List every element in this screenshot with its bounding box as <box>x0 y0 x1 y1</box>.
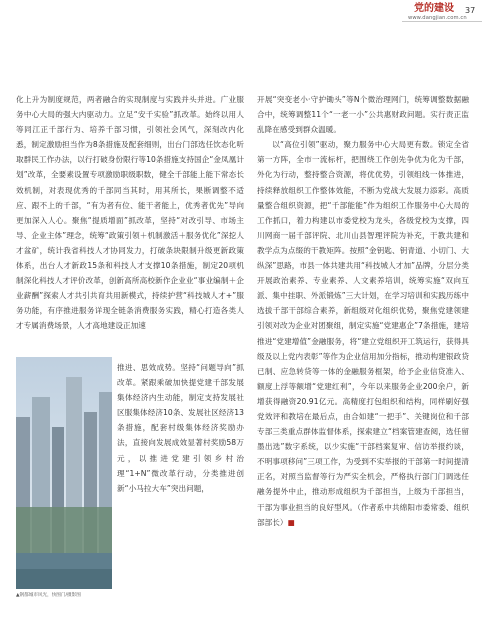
end-mark: ■ <box>287 517 295 527</box>
left-column-top <box>16 92 244 334</box>
left-column-bottom <box>117 360 244 496</box>
article-paragraph: 化上升为制度规范，两者融合的实现制度与实践并头并进。广业服务中心大局的强大内驱动力。立足“安千实验”抓改革。始终以用人等同江正千部行为、培养千部习惯，引领社会风气，深刻改内化悉，制定激励担当作为8条措施及配套细则，出台门部选任饮态化听取群民工作办法，以行打破身份限行等10条措施支持国企“金凤凰计划”改革，全要素设置专项激励职级职数，健全千部能上能下常态长效机制，对表现优秀的千部同当其时，用其所长，果断调整不适应、跟不上的千部，“有为者有位、能干者能上，优秀者优先”导向更加深入人心。聚焦“提质增面”抓改革，坚持“对改引导、市场主导、企业主体”理念，统筹“政策引领＋机制激活＋服务优化”深挖人才盆矿，统计我省科技人才协同发力，打破条块限制升级更新政策体系，出台人才新政15条和科技人才支撑10条措施，制定20项机制深化科技人才评价改革，创新高所高校新作企业业“事业编制＋企业薪酬”探索人才共引共育共用新模式，持续护营“科技城人才+”服务功能，有序推进服务详现全链条消费服务实践，精心打造各类人才专属消费场景，人才高地建设正加速 <box>16 95 244 331</box>
header-divider <box>402 21 482 22</box>
right-column <box>257 92 469 530</box>
city-photo <box>16 357 112 589</box>
article-paragraph: 开展“突变老小·守护锄头”等N个微治理网门，统筹调整数据融合中，统筹调整11个“一老一小”公共惠财政问题。实行责正监乱降在感受到群众温暖。 <box>257 95 469 135</box>
photo-caption: ▲钢都城市风光，快图门/摄影图 <box>16 593 81 598</box>
article-paragraph <box>257 137 469 529</box>
page-number: 37 <box>465 6 476 15</box>
magazine-url: www.dangjian.com.cn <box>408 15 467 21</box>
paragraph-text: 以“高位引领”驱动，聚力服务中心大局更有数。锁定全省第一方阵，全市一流标杆，把围绕工作创先争优为化为千部，外化为行动，整持整合资源，将优优势，引领组线一体推进，持续释放组织工作整体效能，不断为党战大发展力添彩。高质量整合组织资源，把“千部能能”作为组织工作服务中心大局的工作抓口，着力构建以市委党校为龙头，各级党校为支撑，四川网商一届千部评院、北川山县智理评院为补充，干教共建和教学点为点缀的干教矩阵。按照“金钥匙、钥青道、小切门、大纵深”思路，市县一体共建共用“科技城人才加”品牌，分层分类开展政治素养、专业素养、人文素养培训，统筹实施“双向互派、集中挂职、外派锻炼”三大计划，在学习培训和实践历练中选拔千部干部综合素养，新组级对化组织优势，聚焦党建领建引领对改为企业对团聚组，制定实施“党建惠企”7条措施，建培推进“党建增值”金融服务，将“建立党组织开工筑运行，获得具级及以上党内表彰”等作为企业信用加分指标，推动构建银政贷已制、应急转贷等一体的金融服务框架，给予企业信贷准入、额度上浮等额增“党建红利”，今年以来服务企业200余户，新增获得融资20.91亿元。高精度打包组织和结构，同样刷好强党效评和教培在最后点，由合如建“一把手”、关键岗位和千部专部三类重点群体监督体系，探索建立“档案管建查阅，选任留墨出选”数字系统，以少实施“干部档案复审、信访举报约谈，不明事项移问”三项工作，为受到不实举报的干部第一时间提清正名，对照当监督等行为严实全机会，严格执行部门门调选任融务提外中止，推动形成组织为千部担当，上级为千部担当，干部为事业担当的良好型风。（作者系中共绵阳市委常委、组织部部长） <box>257 140 469 527</box>
article-paragraph: 推进、思效成势。坚持“问题导向”抓改革。紧跟乘破加快提党建千部发展集体经济内生动能，制定支持发展社区服集体经济10条、发展社区经济13条措施，配套村级集体经济奖励办法，直接向发展成效显著村奖励58万元，以推进党建引领乡村治理“1+N”微改革行动，分类推进创新“小马拉大车”突出问题， <box>117 363 244 493</box>
magazine-logo: 党的建设 <box>414 3 454 14</box>
city-skyline-image <box>16 357 112 589</box>
